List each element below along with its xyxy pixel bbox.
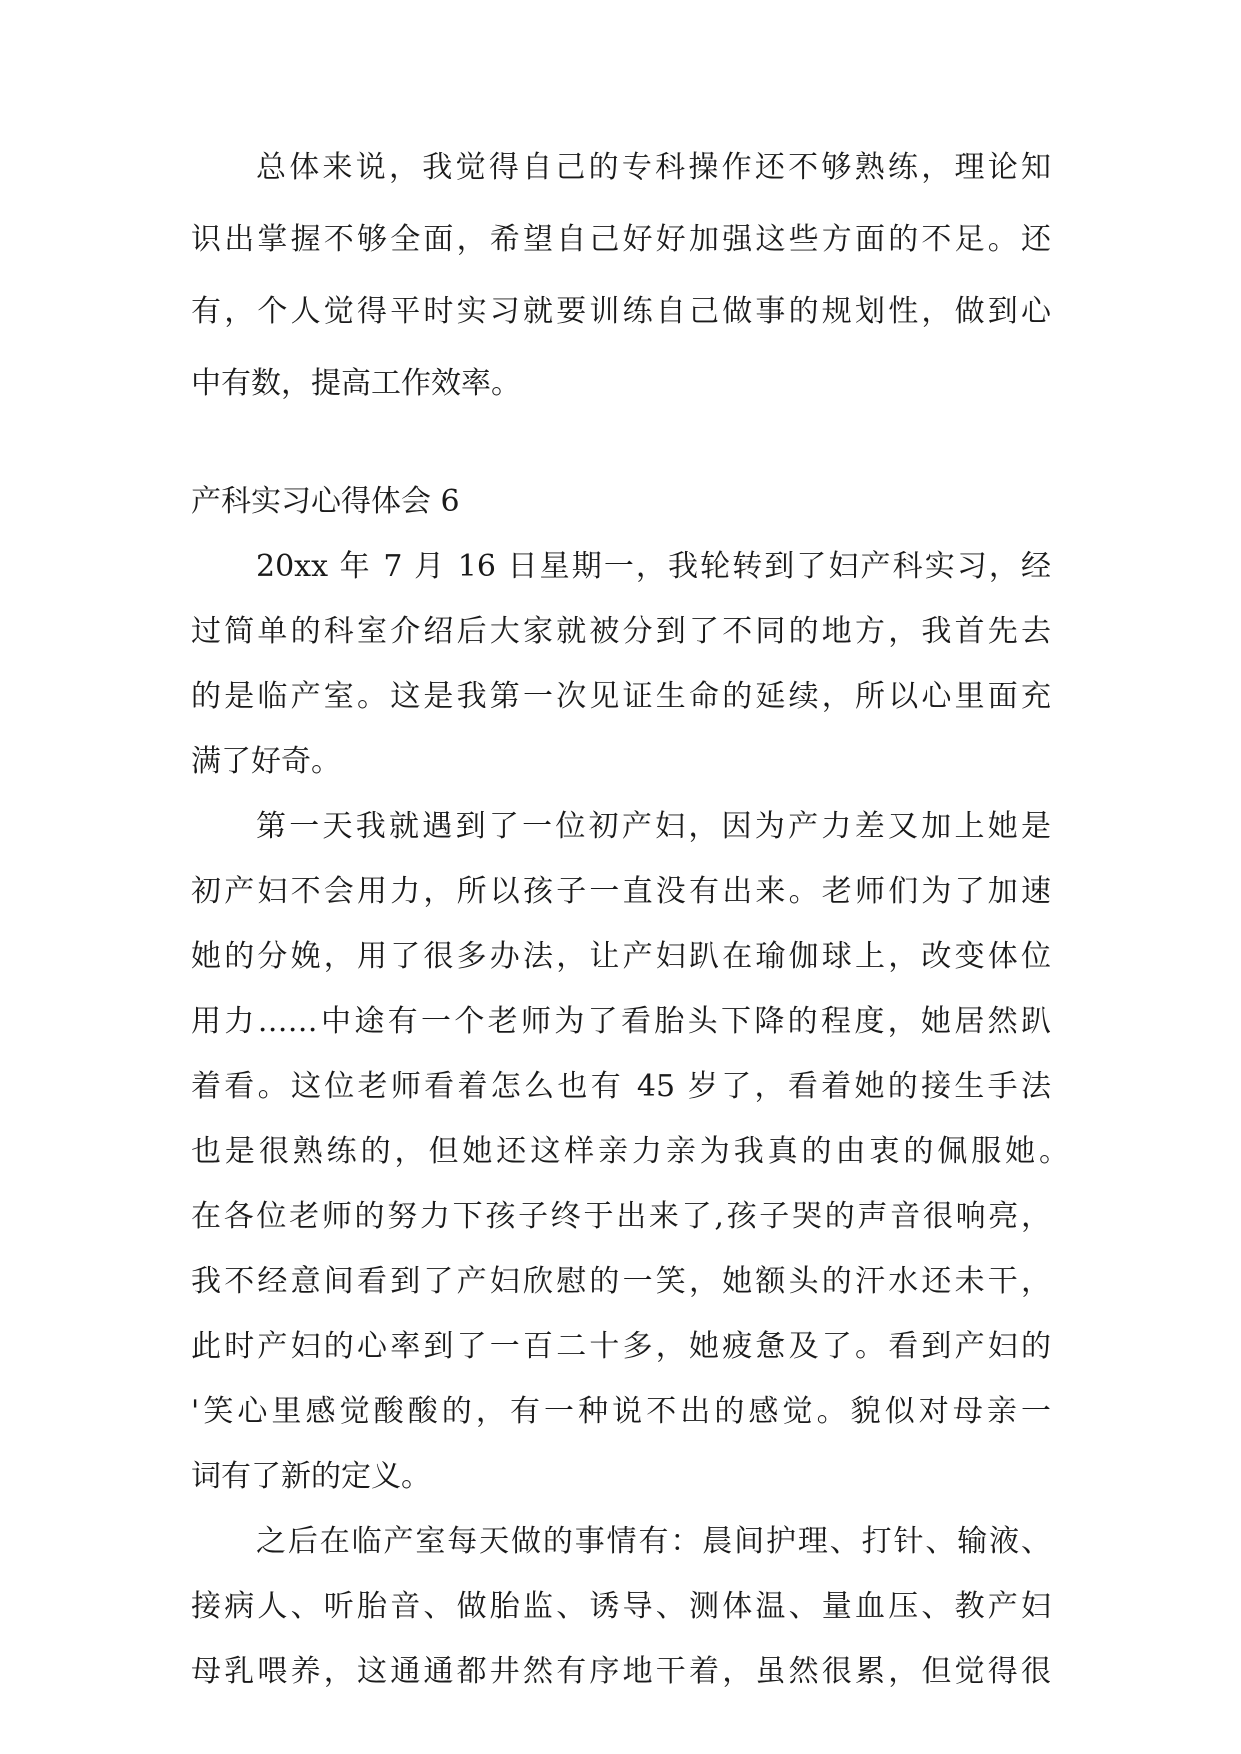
- paragraph-1-line-2: 识出掌握不够全面，希望自己好好加强这些方面的不足。还: [191, 222, 1051, 257]
- paragraph-1-line-4: 中有数，提高工作效率。: [191, 366, 521, 401]
- section-heading: 产科实习心得体会 6: [191, 484, 460, 519]
- body-3-line-2: 接病人、听胎音、做胎监、诱导、测体温、量血压、教产妇: [191, 1589, 1051, 1624]
- body-2-line-10: '笑心里感觉酸酸的，有一种说不出的感觉。貌似对母亲一: [191, 1394, 1051, 1429]
- body-2-line-4: 用力……中途有一个老师为了看胎头下降的程度，她居然趴: [191, 1004, 1051, 1039]
- body-2-line-6: 也是很熟练的，但她还这样亲力亲为我真的由衷的佩服她。: [191, 1134, 1069, 1169]
- body-2-line-2: 初产妇不会用力，所以孩子一直没有出来。老师们为了加速: [191, 874, 1051, 909]
- body-3-line-3: 母乳喂养，这通通都井然有序地干着，虽然很累，但觉得很: [191, 1654, 1051, 1689]
- body-2-line-1: 第一天我就遇到了一位初产妇，因为产力差又加上她是: [256, 809, 1051, 844]
- body-1-line-2: 过简单的科室介绍后大家就被分到了不同的地方，我首先去: [191, 614, 1051, 649]
- body-2-line-3: 她的分娩，用了很多办法，让产妇趴在瑜伽球上，改变体位: [191, 939, 1051, 974]
- paragraph-1-line-1: 总体来说，我觉得自己的专科操作还不够熟练，理论知: [256, 150, 1051, 185]
- body-2-line-5: 着看。这位老师看着怎么也有 45 岁了，看着她的接生手法: [191, 1069, 1051, 1104]
- body-1-line-4: 满了好奇。: [191, 744, 341, 779]
- body-2-line-8: 我不经意间看到了产妇欣慰的一笑，她额头的汗水还未干，: [191, 1264, 1051, 1299]
- body-2-line-9: 此时产妇的心率到了一百二十多，她疲惫及了。看到产妇的: [191, 1329, 1051, 1364]
- body-3-line-1: 之后在临产室每天做的事情有：晨间护理、打针、输液、: [256, 1524, 1051, 1559]
- paragraph-1-line-3: 有，个人觉得平时实习就要训练自己做事的规划性，做到心: [191, 294, 1051, 329]
- body-2-line-11: 词有了新的定义。: [191, 1459, 431, 1494]
- body-1-line-1: 20xx 年 7 月 16 日星期一，我轮转到了妇产科实习，经: [256, 549, 1051, 584]
- body-2-line-7: 在各位老师的努力下孩子终于出来了,孩子哭的声音很响亮，: [191, 1199, 1051, 1234]
- body-1-line-3: 的是临产室。这是我第一次见证生命的延续，所以心里面充: [191, 679, 1051, 714]
